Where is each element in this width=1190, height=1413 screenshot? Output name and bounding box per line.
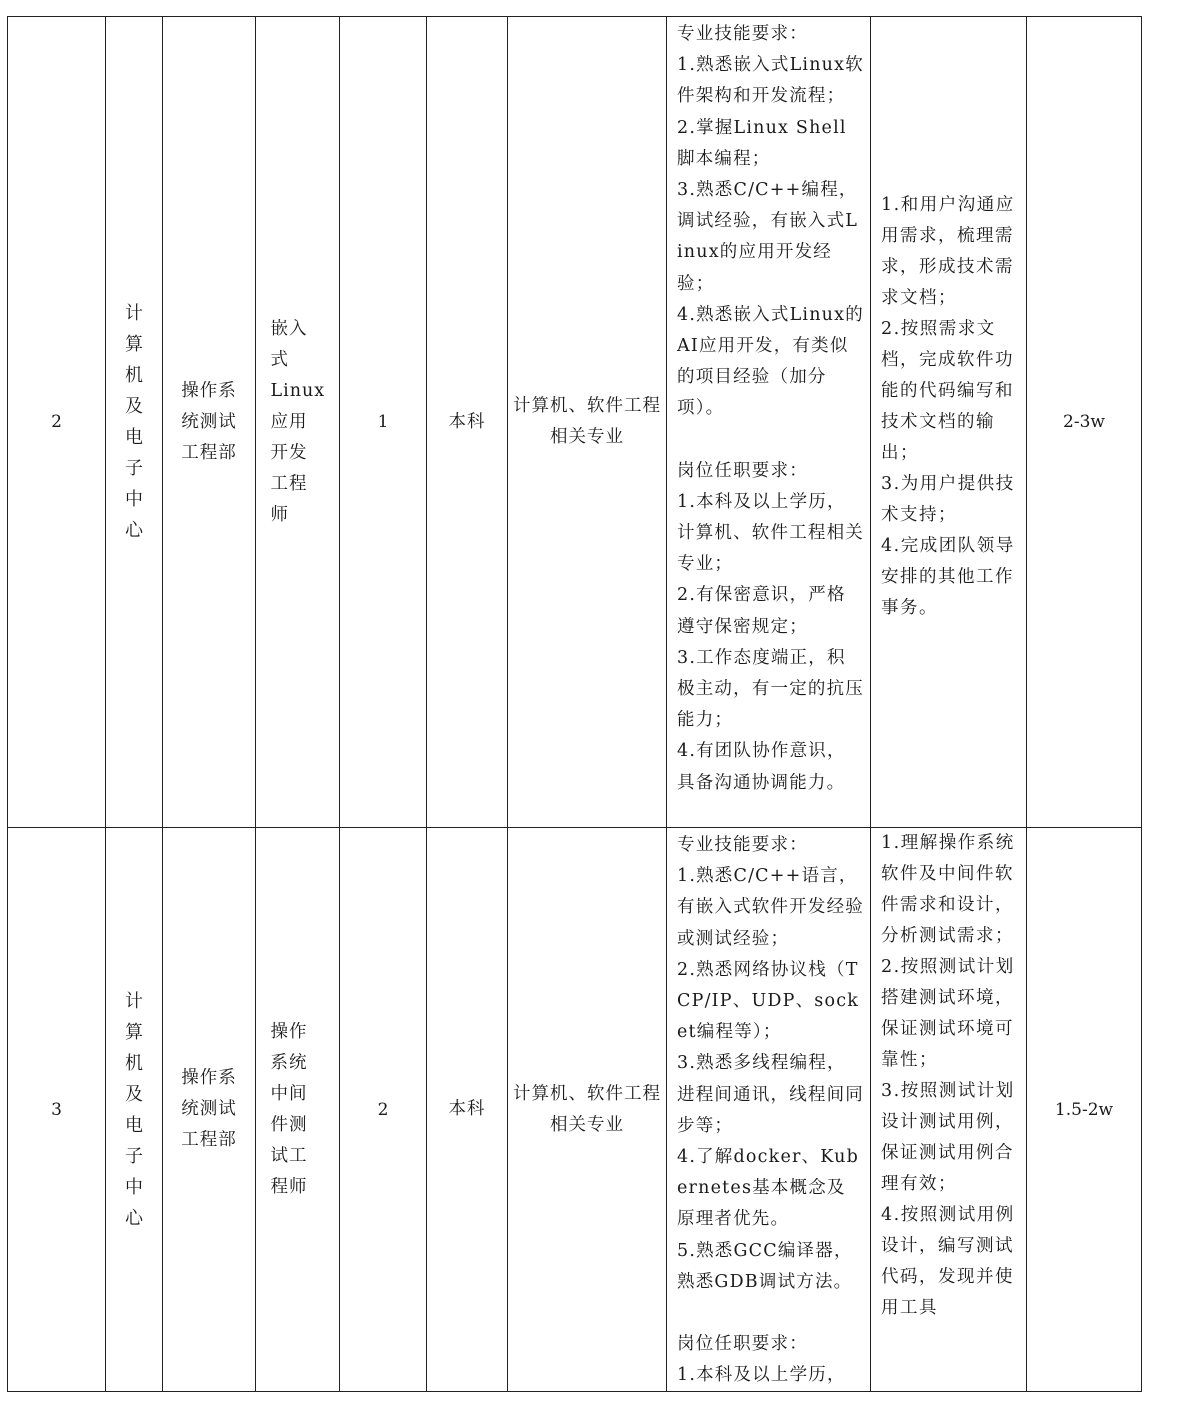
center-cell bbox=[106, 17, 163, 828]
center-name: 计算机及电子中心 bbox=[125, 990, 143, 1229]
position-cell bbox=[256, 17, 340, 828]
department-cell bbox=[163, 17, 256, 828]
requirement-line: 1.熟悉C/C++语言，有嵌入式软件开发经验或测试经验； bbox=[677, 866, 864, 949]
duty-line: 2.按照测试计划搭建测试环境，保证测试环境可靠性； bbox=[881, 957, 1015, 1070]
duty-line: 4.完成团队领导安排的其他工作事务。 bbox=[881, 536, 1015, 618]
table-row bbox=[8, 17, 1142, 828]
requirement-line: 4.了解docker、Kubernetes基本概念及原理者优先。 bbox=[677, 1147, 860, 1230]
headcount: 1 bbox=[340, 17, 427, 828]
job-table bbox=[7, 16, 1142, 1392]
requirements-list bbox=[667, 828, 870, 1391]
row-number: 2 bbox=[8, 17, 106, 828]
requirement-line: 专业技能要求： bbox=[677, 835, 808, 855]
requirement-line: 专业技能要求： bbox=[677, 24, 808, 44]
requirements-cell bbox=[667, 17, 871, 828]
row-number: 3 bbox=[8, 828, 106, 1392]
duties-cell bbox=[871, 17, 1027, 828]
duty-line: 3.按照测试计划设计测试用例，保证测试用例合理有效； bbox=[881, 1081, 1015, 1194]
requirement-line: 2.掌握Linux Shell脚本编程； bbox=[677, 117, 847, 169]
major: 计算机、软件工程相关专业 bbox=[508, 828, 667, 1392]
requirement-line: 4.有团队协作意识，具备沟通协调能力。 bbox=[677, 741, 846, 793]
education: 本科 bbox=[427, 17, 508, 828]
center-cell bbox=[106, 828, 163, 1392]
position-name: 操作系统中间件测试工程师 bbox=[270, 1021, 308, 1197]
center-name: 计算机及电子中心 bbox=[125, 303, 143, 541]
requirement-line: 5.熟悉GCC编译器，熟悉GDB调试方法。 bbox=[677, 1240, 853, 1292]
table-row bbox=[8, 828, 1142, 1392]
duty-line: 2.按照需求文档，完成软件功能的代码编写和技术文档的输出； bbox=[881, 319, 1014, 463]
duty-line: 1.理解操作系统软件及中间件软件需求和设计，分析测试需求； bbox=[881, 833, 1015, 946]
requirement-line: 2.有保密意识，严格遵守保密规定； bbox=[677, 585, 846, 637]
duty-line: 1.和用户沟通应用需求，梳理需求，形成技术需求文档； bbox=[881, 195, 1015, 308]
salary: 1.5-2w bbox=[1027, 828, 1142, 1392]
education: 本科 bbox=[427, 828, 508, 1392]
requirement-line: 3.熟悉多线程编程，进程间通讯，线程间同步等； bbox=[677, 1053, 864, 1136]
requirement-line: 岗位任职要求： bbox=[677, 460, 808, 481]
department-name: 操作系统测试工程部 bbox=[181, 1068, 237, 1151]
duties-cell bbox=[871, 828, 1027, 1392]
duty-line: 3.为用户提供技术支持； bbox=[881, 474, 1015, 525]
salary: 2-3w bbox=[1027, 17, 1142, 828]
position-cell bbox=[256, 828, 340, 1392]
requirement-line: 2.熟悉网络协议栈（TCP/IP、UDP、socket编程等）； bbox=[677, 959, 860, 1043]
requirement-line: 岗位任职要求： bbox=[677, 1334, 808, 1355]
position-name: 嵌入式Linux应用开发工程师 bbox=[270, 318, 326, 525]
major: 计算机、软件工程相关专业 bbox=[508, 17, 667, 828]
requirements-cell bbox=[667, 828, 871, 1392]
requirements-list bbox=[667, 17, 870, 799]
blank-line bbox=[677, 425, 864, 456]
requirement-line: 1.熟悉嵌入式Linux软件架构和开发流程； bbox=[677, 55, 864, 107]
department-name: 操作系统测试工程部 bbox=[181, 380, 237, 463]
requirement-line: 3.工作态度端正，积极主动，有一定的抗压能力； bbox=[677, 647, 864, 731]
headcount: 2 bbox=[340, 828, 427, 1392]
requirement-line: 4.熟悉嵌入式Linux的AI应用开发，有类似的项目经验（加分项）。 bbox=[677, 304, 864, 419]
department-cell bbox=[163, 828, 256, 1392]
requirement-line: 1.本科及以上学历，计算机、软件工程相关专业； bbox=[677, 491, 864, 575]
blank-line bbox=[677, 1298, 864, 1329]
duties-list bbox=[871, 190, 1026, 624]
duties-list bbox=[871, 828, 1026, 1324]
requirement-line: 3.熟悉C/C++编程，调试经验，有嵌入式Linux的应用开发经验； bbox=[677, 180, 859, 294]
duty-line: 4.按照测试用例设计，编写测试代码，发现并使用工具 bbox=[881, 1205, 1015, 1318]
requirement-line: 1.本科及以上学历， bbox=[677, 1365, 846, 1386]
